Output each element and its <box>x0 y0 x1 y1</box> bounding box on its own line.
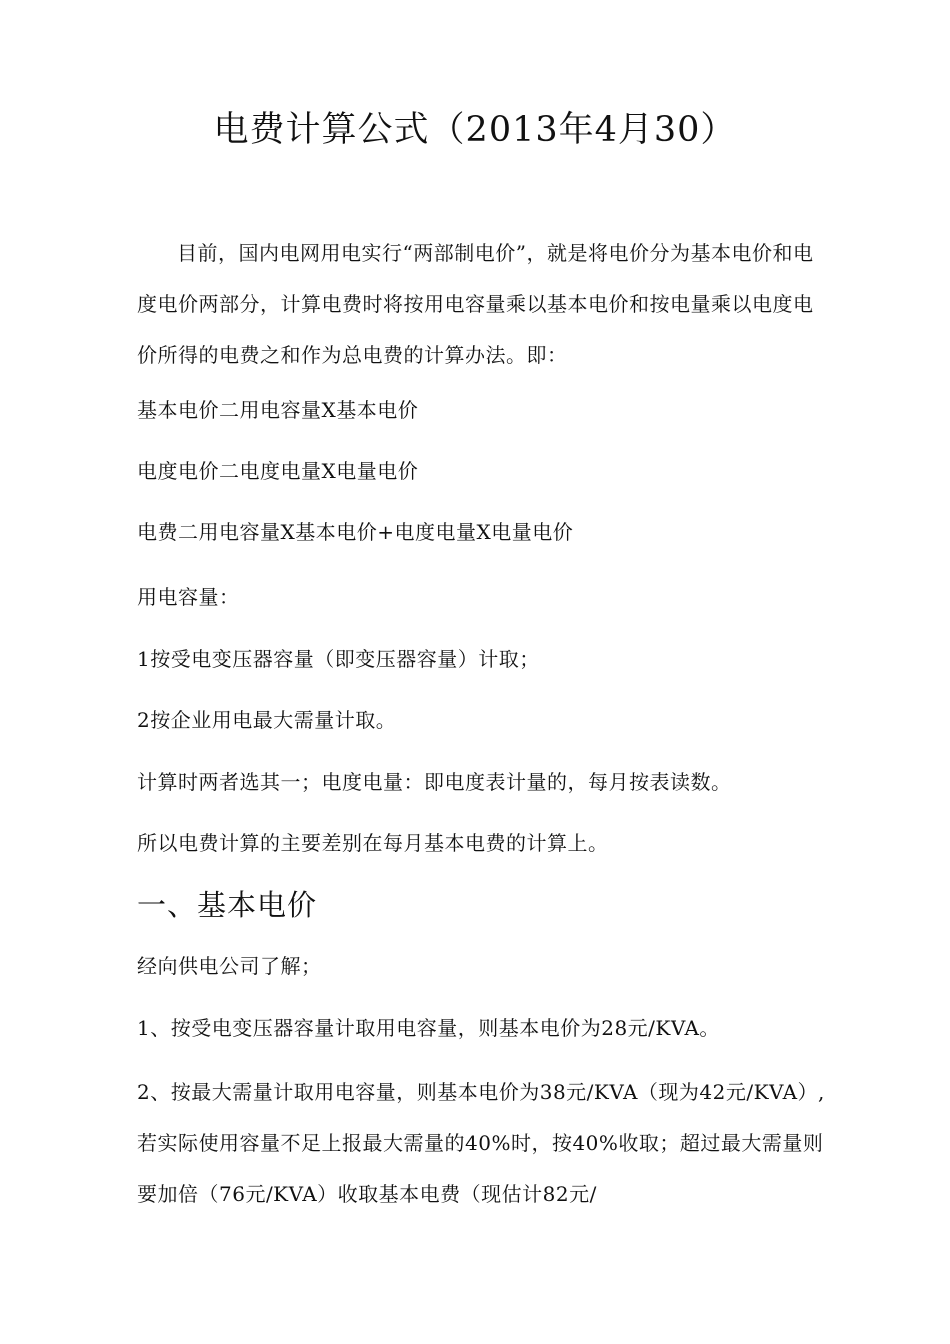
intro-paragraph: 目前，国内电网用电实行“两部制电价”，就是将电价分为基本电价和电度电价两部分，计算电费时将按用电容量乘以基本电价和按电量乘以电度电价所得的电费之和作为总电费的计算办法。即： <box>137 241 814 367</box>
formula-total-fee: 电费二用电容量X基本电价+电度电量X电量电价 <box>137 520 574 544</box>
rate-item-2: 2、按最大需量计取用电容量，则基本电价为38元/KVA（现为42元/KVA）,若实际使用容量不足上报最大需量的40%时，按40%收取；超过最大需量则要加倍（76元/KVA）收取基本电费（现估计82元/ <box>137 1080 825 1206</box>
section-1-heading: 一、基本电价 <box>137 888 318 922</box>
capacity-label: 用电容量： <box>137 585 240 609</box>
rate-item-1: 1、按受电变压器容量计取用电容量，则基本电价为28元/KVA。 <box>137 1016 720 1040</box>
section-1-intro: 经向供电公司了解； <box>137 954 322 978</box>
capacity-option-2: 2按企业用电最大需量计取。 <box>137 708 397 732</box>
formula-basic-price: 基本电价二用电容量X基本电价 <box>137 398 419 422</box>
formula-energy-price: 电度电价二电度电量X电量电价 <box>137 459 419 483</box>
choice-note: 计算时两者选其一；电度电量：即电度表计量的，每月按表读数。 <box>137 770 732 794</box>
document-title: 电费计算公式（2013年4月30） <box>213 110 737 150</box>
difference-note: 所以电费计算的主要差别在每月基本电费的计算上。 <box>137 831 609 855</box>
capacity-option-1: 1按受电变压器容量（即变压器容量）计取； <box>137 647 540 671</box>
